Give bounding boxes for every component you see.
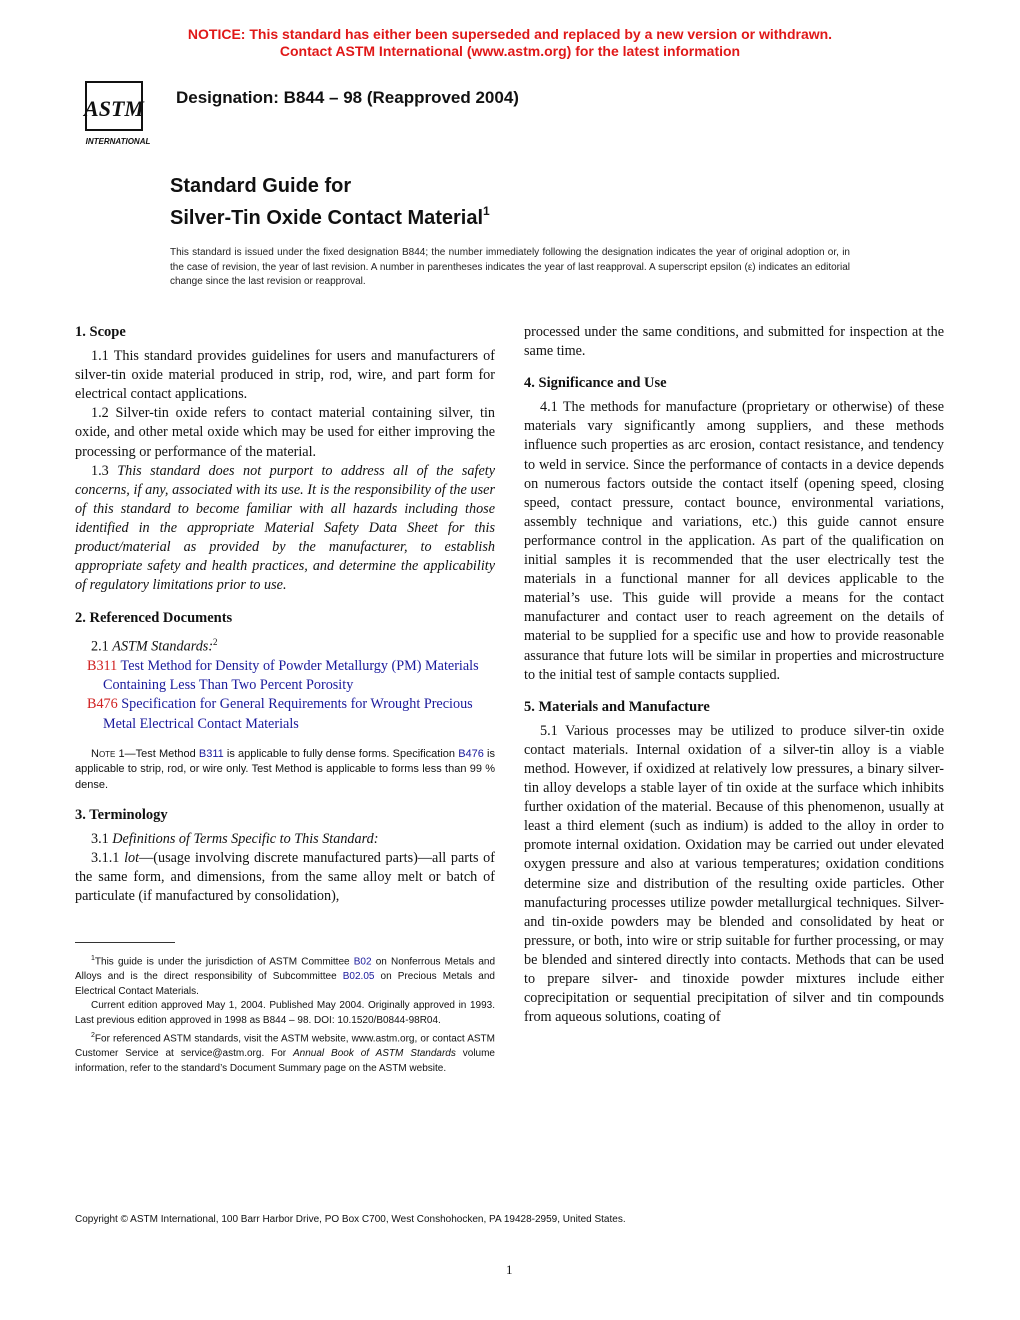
notice-line-2: Contact ASTM International (www.astm.org) for the latest information bbox=[279, 43, 741, 59]
reference-b476[interactable]: B476 Specification for General Requirements for Wrought Precious Metal Electrical Contact Materials bbox=[87, 696, 473, 732]
document-title bbox=[170, 174, 490, 231]
scope-1-1: 1.1 This standard provides guidelines for users and manufacturers of silver-tin oxide material produced in strip, rod, wire, and part form for electrical contact applications. bbox=[75, 348, 495, 403]
title-line-2 bbox=[170, 199, 490, 231]
section-heading-scope: 1. Scope bbox=[75, 324, 126, 340]
issuance-statement: This standard is issued under the fixed designation B844; the number immediately following the designation indicates the year of original adoption or, in the case of revision, the year of last revision. A number in parentheses indicates the year of last reapproval. A superscript epsilon (ε) indicates an editorial change since the last revision or reapproval. bbox=[170, 247, 850, 287]
scope-1-3: 1.3 This standard does not purport to address all of the safety concerns, if any, associated with its use. It is the responsibility of the user of this standard to become familiar with all hazards including those identified in the appropriate Material Safety Data Sheet for this product/material as provided by the manufacturer, to establish appropriate safety and health practices, and determine the applicability of regulatory limitations prior to use. bbox=[75, 462, 495, 594]
withdrawal-notice bbox=[0, 26, 1020, 60]
right-column bbox=[524, 323, 944, 1027]
materials-5-1: 5.1 Various processes may be utilized to produce silver-tin oxide contact materials. Internal oxidation of a silver-tin alloy is a viable method. However, if oxidized at relatively low pressures, a binary silver-tin alloy develops a stable layer of tin oxide at the surface which inhibits further oxidation of the material. Because of this phenomenon, usually at least a third element (such as indium) is added to the alloy in order to promote internal oxidation. Oxidation may be carried out under elevated oxygen pressure and also at various temperatures; oxidation conditions determine size and distribution of the resulting oxide particles. Other manufacturing processes utilize powder metallurgical techniques. Silver- and tin-oxide powders may be blended and consolidated by heat or pressure, or both, into wire or strip suitable for further processing, or may be blended and sintered directly into contacts. Methods that can be used to prepare silver- and tinoxide powder mixtures include either coprecipitation or sequential precipitation of silver and tin compounds from aqueous solutions, coating of bbox=[524, 722, 944, 1026]
astm-logo bbox=[72, 76, 164, 148]
astm-standards-label: 2.1 ASTM Standards:$^2$ bbox=[91, 637, 218, 656]
page-number: 1 bbox=[506, 1262, 513, 1277]
footnote-2: $^2$For referenced ASTM standards, visit the ASTM website, www.astm.org, or contact ASTM Customer Service at service@astm.org. For Annual Book of ASTM Standards volume information, refer to the standard’s Document Summary page on the ASTM website. bbox=[75, 1031, 495, 1074]
section-heading-references: 2. Referenced Documents bbox=[75, 610, 233, 627]
significance-4-1: 4.1 The methods for manufacture (proprietary or otherwise) of these materials vary significantly among suppliers, and these methods influence such properties as arc erosion, contact resistance, and tendency to weld in service. Since the performance of contacts in a device depends on numerous factors outside the contact itself (opening speed, closing speed, contact pressure, contact bounce, environmental variations, assembly technique and variations, etc.) this guide cannot ensure performance control in the application. As part of the qualification on initial samples it is recommended that the user electrically test the materials in a functional manner for all devices applicable to the material’s use. This guide will provide a means for the contact manufacturer and contact user to reach agreement on the details of material to be supplied for a specific use and how to provide reasonable assurance that future lots will be similar in properties and microstructure to the initial test of sample contacts supplied. bbox=[524, 399, 944, 683]
terminology-3-1: 3.1 Definitions of Terms Specific to This Standard: bbox=[91, 831, 379, 848]
section-heading-materials: 5. Materials and Manufacture bbox=[524, 698, 710, 715]
left-column bbox=[75, 323, 495, 907]
note-1: Note 1—Test Method B311 is applicable to fully dense forms. Specification B476 is applicable to strip, rod, or wire only. Test Method is applicable to forms less than 99 % dense. bbox=[75, 747, 495, 791]
designation: Designation: B844 – 98 (Reapproved 2004) bbox=[176, 88, 519, 107]
copyright: Copyright © ASTM International, 100 Barr Harbor Drive, PO Box C700, West Conshohocken, PA 19428-2959, United States. bbox=[75, 1214, 626, 1225]
title-main: Silver-Tin Oxide Contact Material bbox=[170, 207, 484, 229]
title-footnote-ref: 1 bbox=[483, 204, 490, 218]
section-heading-terminology: 3. Terminology bbox=[75, 807, 168, 824]
logo-subtitle: INTERNATIONAL bbox=[85, 137, 151, 146]
section-heading-significance: 4. Significance and Use bbox=[524, 375, 667, 392]
reference-b311[interactable]: B311 Test Method for Density of Powder Metallurgy (PM) Materials Containing Less Than Two Percent Porosity bbox=[87, 658, 479, 694]
footnotes bbox=[75, 952, 495, 1076]
logo-letters: ASTM bbox=[84, 96, 144, 121]
footnote-divider bbox=[75, 942, 175, 943]
notice-line-1: NOTICE: This standard has either been superseded and replaced by a new version or withdrawn. bbox=[187, 26, 833, 42]
scope-1-2: 1.2 Silver-tin oxide refers to contact material containing silver, tin oxide, and other metal oxide which may be used for either improving the processing or performance of the material. bbox=[75, 405, 495, 460]
footnote-1-edition: Current edition approved May 1, 2004. Published May 2004. Originally approved in 1993. Last previous edition approved in 1998 as B844 – 98. DOI: 10.1520/B0844-98R04. bbox=[75, 1000, 495, 1027]
terminology-continuation: processed under the same conditions, and submitted for inspection at the same time. bbox=[524, 324, 944, 360]
terminology-3-1-1: 3.1.1 lot—(usage involving discrete manufactured parts)—all parts of the same form, and dimensions, from the same alloy melt or batch of particulate (if manufactured by consolidation), bbox=[75, 850, 496, 905]
footnote-1: $^1$This guide is under the jurisdiction of ASTM Committee B02 on Nonferrous Metals and Alloys and is the direct responsibility of Subcommittee B02.05 on Precious Metals and Electrical Contact Materials. bbox=[75, 955, 495, 997]
title-line-1: Standard Guide for bbox=[170, 175, 352, 197]
